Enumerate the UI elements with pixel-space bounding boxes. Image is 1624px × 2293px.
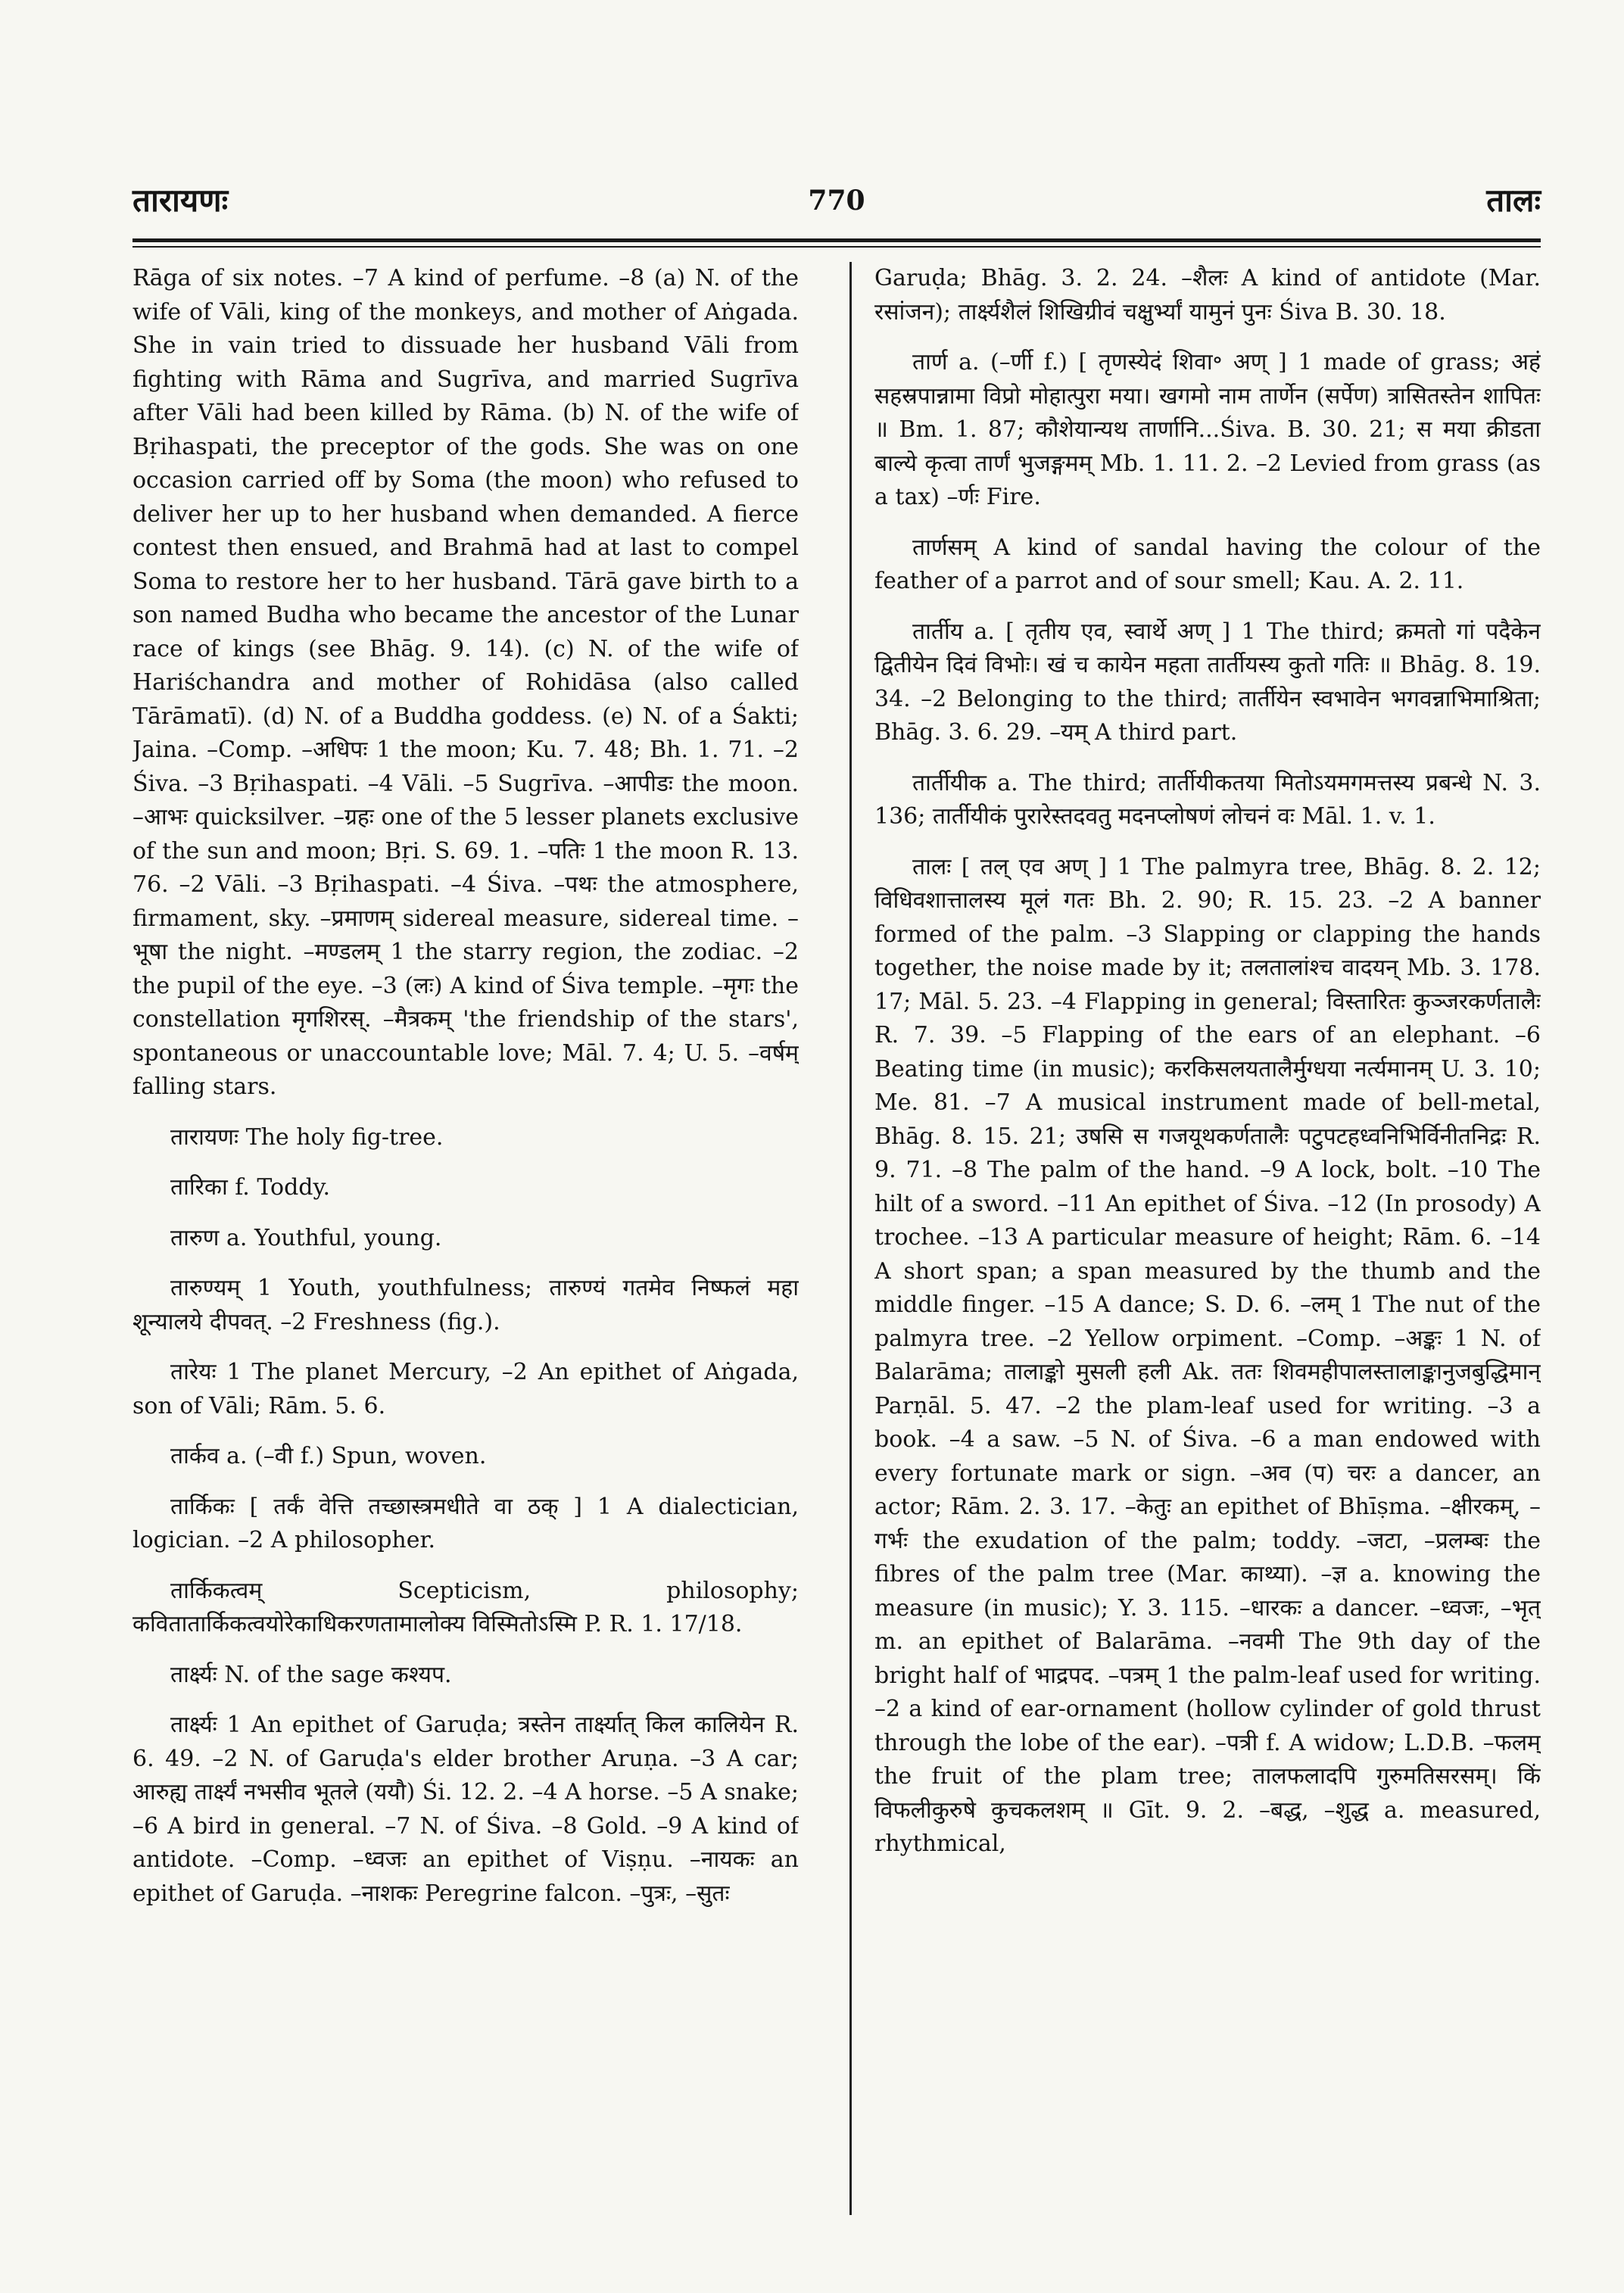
dictionary-entry: तारायणः The holy fig-tree. bbox=[170, 1123, 444, 1151]
dictionary-entry: तार्तीयीक a. The third; तार्तीयीकतया मितोऽयमगमत्तस्य प्रबन्धे N. 3. 136; तार्तीयीकं पुरारेस्तदवतु मदनप्लोषणं लोचनं वः Māl. 1. v. 1. bbox=[874, 769, 1541, 830]
dictionary-entry: Garuḍa; Bhāg. 3. 2. 24. –शैलः A kind of antidote (Mar. रसांजन); तार्क्ष्यशैलं शिखिग्रीवं चक्षुर्भ्यां यामुनं पुनः Śiva B. 30. 18. bbox=[874, 265, 1541, 326]
dictionary-entry: तार्ण a. (–र्णी f.) [ तृणस्येदं शिवा॰ अण् ] 1 made of grass; अहं सहस्रपान्नामा विप्रो मोहात्पुरा मया। खगमो नाम तार्णेन (सर्पेण) त्रासितस्तेन शापितः ॥ Bm. 1. 87; कौशेयान्यथ तार्णानि...Śiva. B. 30. 21; स मया क्रीडता बाल्ये कृत्वा तार्णं भुजङ्गमम् Mb. 1. 11. 2. –2 Levied from grass (as a tax) –र्णः Fire. bbox=[874, 349, 1541, 510]
dictionary-entry: तार्किकः [ तर्कं वेत्ति तच्छास्त्रमधीते वा ठक् ] 1 A dialectician, logician. –2 A philosopher. bbox=[132, 1493, 799, 1553]
page-number: 770 bbox=[808, 185, 865, 217]
dictionary-entry: तार्तीय a. [ तृतीय एव, स्वार्थे अण् ] 1 The third; क्रमतो गां पदैकेन द्वितीयेन दिवं विभोः। खं च कायेन महता तार्तीयस्य कुतो गतिः ॥ Bhāg. 8. 19. 34. –2 Belonging to the third; तार्तीयेन स्वभावेन भगवन्नाभिमाश्रिता; Bhāg. 3. 6. 29. –यम् A third part. bbox=[874, 618, 1541, 746]
right-column bbox=[874, 262, 1541, 2260]
dictionary-entry: तारुण्यम् 1 Youth, youthfulness; तारुण्यं गतमेव निष्फलं महा शून्यालये दीपवत्. –2 Freshness (fig.). bbox=[132, 1275, 799, 1335]
dictionary-entry: तालः [ तल् एव अण् ] 1 The palmyra tree, Bhāg. 8. 2. 12; विधिवशात्तालस्य मूलं गतः Bh. 2. 90; R. 15. 23. –2 A banner formed of the palm. –3 Slapping or clapping the hands together, the noise made by it; तलतालांश्च वादयन् Mb. 3. 178. 17; Māl. 5. 23. –4 Flapping in general; विस्तारितः कुञ्जरकर्णतालैः R. 7. 39. –5 Flapping of the ears of an elephant. –6 Beating time (in music); करकिसलयतालैर्मुग्धया नर्त्यमानम् U. 3. 10; Me. 81. –7 A musical instrument made of bell-metal, Bhāg. 8. 15. 21; उषसि स गजयूथकर्णतालैः पटुपटहध्वनिभिर्विनीतनिद्रः R. 9. 71. –8 The palm of the hand. –9 A lock, bolt. –10 The hilt of a sword. –11 An epithet of Śiva. –12 (In prosody) A trochee. –13 A particular measure of height; Rām. 6. –14 A short span; a span measured by the thumb and the middle finger. –15 A dance; S. D. 6. –लम् 1 The nut of the palmyra tree. –2 Yellow orpiment. –Comp. –अङ्कः 1 N. of Balarāma; तालाङ्को मुसली हली Ak. ततः शिवमहीपालस्तालाङ्कानुजबुद्धिमान् Parṇāl. 5. 47. –2 the plam-leaf used for writing. –3 a book. –4 a saw. –5 N. of Śiva. –6 a man endowed with every fortunate mark or sign. –अव (प) चरः a dancer, an actor; Rām. 2. 3. 17. –केतुः an epithet of Bhīṣma. –क्षीरकम्, –गर्भः the exudation of the palm; toddy. –जटा, –प्रलम्बः the fibres of the palm tree (Mar. काथ्या). –ज्ञ a. knowing the measure (in music); Y. 3. 115. –धारकः a dancer. –ध्वजः, –भृत् m. an epithet of Balarāma. –नवमी The 9th day of the bright half of भाद्रपद. –पत्रम् 1 the palm-leaf used for writing. –2 a kind of ear-ornament (hollow cylinder of gold thrust through the lobe of the ear). –पत्री f. A widow; L.D.B. –फलम् the fruit of the plam tree; तालफलादपि गुरुमतिसरसम्। किं विफलीकुरुषे कुचकलशम् ॥ Gīt. 9. 2. –बद्ध, –शुद्ध a. measured, rhythmical, bbox=[874, 853, 1541, 1857]
dictionary-entry: Rāga of six notes. –7 A kind of perfume. –8 (a) N. of the wife of Vāli, king of the monkeys, and mother of Aṅgada. She in vain tried to dissuade her husband Vāli from fighting with Rāma and Sugrīva, and married Sugrīva after Vāli had been killed by Rāma. (b) N. of the wife of Bṛihaspati, the preceptor of the gods. She was on one occasion carried off by Soma (the moon) who refused to deliver her up to her husband when demanded. A fierce contest then ensued, and Brahmā had at last to compel Soma to restore her to her husband. Tārā gave birth to a son named Budha who became the ancestor of the Lunar race of kings (see Bhāg. 9. 14). (c) N. of the wife of Hariśchandra and mother of Rohidāsa (also called Tārāmatī). (d) N. of a Buddha goddess. (e) N. of a Śakti; Jaina. –Comp. –अधिपः 1 the moon; Ku. 7. 48; Bh. 1. 71. –2 Śiva. –3 Bṛihaspati. –4 Vāli. –5 Sugrīva. –आपीडः the moon. –आभः quicksilver. –ग्रहः one of the 5 lesser planets exclusive of the sun and moon; Bṛi. S. 69. 1. –पतिः 1 the moon R. 13. 76. –2 Vāli. –3 Bṛihaspati. –4 Śiva. –पथः the atmosphere, firmament, sky. –प्रमाणम् sidereal measure, sidereal time. –भूषा the night. –मण्डलम् 1 the starry region, the zodiac. –2 the pupil of the eye. –3 (लः) A kind of Śiva temple. –मृगः the constellation मृगशिरस्. –मैत्रकम् 'the friendship of the stars', spontaneous or unaccountable love; Māl. 7. 4; U. 5. –वर्षम् falling stars. bbox=[132, 265, 799, 1100]
dictionary-entry: तारिका f. Toddy. bbox=[170, 1174, 331, 1201]
dictionary-entry: तारेयः 1 The planet Mercury, –2 An epithet of Aṅgada, son of Vāli; Rām. 5. 6. bbox=[132, 1359, 799, 1419]
dictionary-entry: तारुण a. Youthful, young. bbox=[170, 1224, 442, 1251]
dictionary-entry: तार्क्ष्यः 1 An epithet of Garuḍa; त्रस्तेन तार्क्ष्यात् किल कालियेन R. 6. 49. –2 N. of Garuḍa's elder brother Aruṇa. –3 A car; आरुह्य तार्क्ष्यं नभसीव भूतले (ययौ) Śi. 12. 2. –4 A horse. –5 A snake; –6 A bird in general. –7 N. of Śiva. –8 Gold. –9 A kind of antidote. –Comp. –ध्वजः an epithet of Viṣṇu. –नायकः an epithet of Garuḍa. –नाशकः Peregrine falcon. –पुत्रः, –सुतः bbox=[132, 1712, 799, 1907]
left-column bbox=[132, 262, 799, 2260]
header-rule-thin bbox=[132, 246, 1541, 248]
dictionary-entry: तार्क्ष्यः N. of the sage कश्यप. bbox=[170, 1661, 452, 1688]
header-left-guideword: तारायणः bbox=[132, 182, 229, 219]
header-rule-thick bbox=[132, 238, 1541, 242]
header-right-guideword: तालः bbox=[1486, 182, 1541, 219]
dictionary-entry: तार्किकत्वम् Scepticism, philosophy; कवितातार्किकत्वयोरेकाधिकरणतामालोक्य विस्मितोऽस्मि P. R. 1. 17/18. bbox=[132, 1577, 799, 1637]
dictionary-entry: तार्णसम् A kind of sandal having the colour of the feather of a parrot and of sour smell; Kau. A. 2. 11. bbox=[874, 534, 1541, 594]
page-header bbox=[132, 178, 1541, 231]
column-divider bbox=[849, 262, 852, 2215]
dictionary-entry: तार्कव a. (–वी f.) Spun, woven. bbox=[170, 1443, 487, 1469]
